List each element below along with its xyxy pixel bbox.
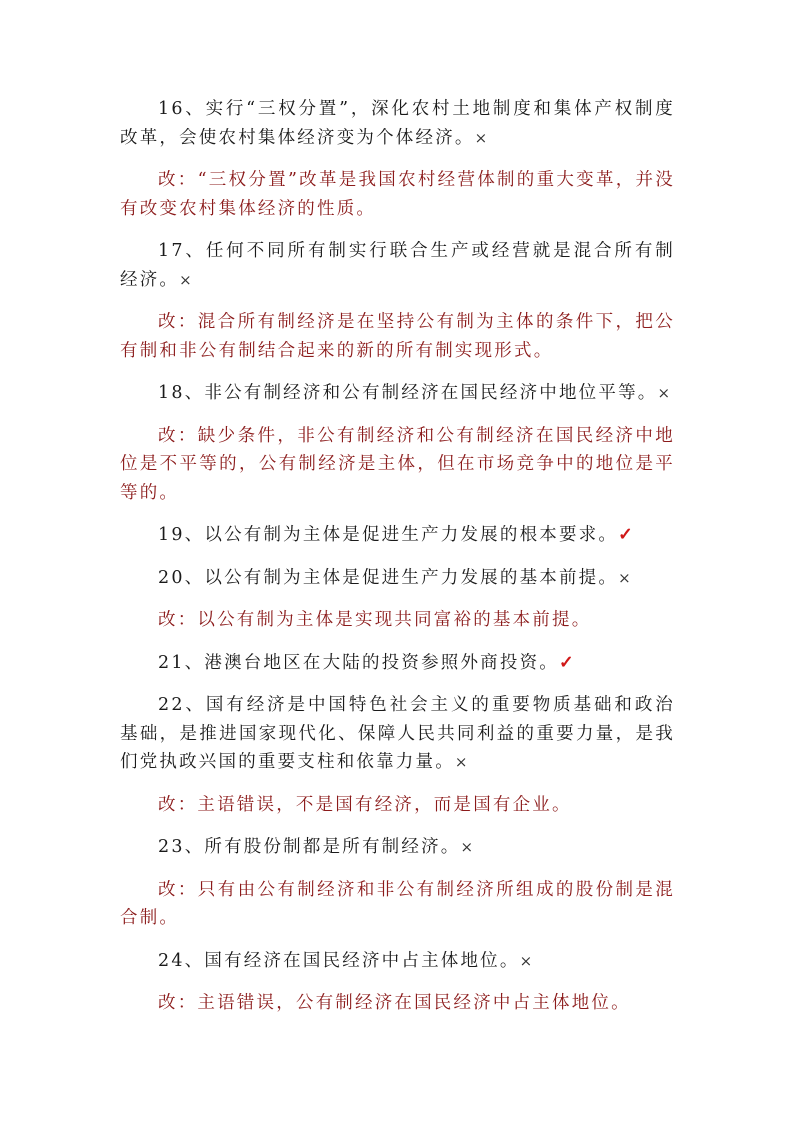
wrong-mark-icon: × [474,128,488,147]
question-text: 、国有经济在国民经济中占主体地位。 [184,950,520,971]
question-number: 23 [158,837,185,857]
correction-18: 改：缺少条件，非公有制经济和公有制经济在国民经济中地位是不平等的，公有制经济是主体，但在市场竞争中的地位是平等的。 [120,425,675,503]
correction-23: 改：只有由公有制经济和非公有制经济所组成的股份制是混合制。 [120,879,675,928]
wrong-mark-icon: × [179,270,192,289]
question-number: 17 [158,241,185,261]
wrong-mark-icon: × [454,753,468,771]
question-text: 、以公有制为主体是促进生产力发展的基本前提。 [184,567,619,588]
question-text: 、以公有制为主体是促进生产力发展的根本要求。 [184,525,619,545]
question-number: 16 [158,99,185,119]
check-mark-icon: ✓ [558,652,574,673]
question-text: 、港澳台地区在大陆的投资参照外商投资。 [184,652,559,673]
question-number: 24 [158,950,185,971]
correction-22: 改：主语错误，不是国有经济，而是国有企业。 [158,794,572,815]
wrong-mark-icon: × [657,384,671,402]
question-text: 、国有经济是中国特色社会主义的重要物质基础和政治基础，是推进国家现代化、保障人民共同利益的重要力量，是我们党执政兴国的重要支柱和依靠力量。 [120,695,675,772]
question-24 [120,947,675,976]
document-page [120,95,675,1018]
question-number: 18 [158,383,185,403]
wrong-mark-icon: × [460,838,474,856]
question-number: 19 [158,525,185,545]
check-mark-icon: ✓ [618,525,633,545]
question-23 [120,833,675,862]
question-text: 、所有股份制都是所有制经济。 [184,837,461,857]
question-number: 21 [158,652,185,673]
question-text: 、任何不同所有制实行联合生产或经营就是混合所有制经济。 [120,241,675,290]
question-20 [120,564,675,593]
correction-24: 改：主语错误，公有制经济在国民经济中占主体地位。 [158,993,631,1013]
correction-16: 改：“三权分置”改革是我国农村经营体制的重大变革，并没有改变农村集体经济的性质。 [120,170,675,219]
question-18 [120,379,675,408]
wrong-mark-icon: × [519,951,533,970]
question-number: 22 [158,695,185,715]
wrong-mark-icon: × [618,568,631,587]
question-21 [120,649,675,678]
question-16 [120,95,675,152]
correction-17: 改：混合所有制经济是在坚持公有制为主体的条件下，把公有制和非公有制结合起来的新的所有制实现形式。 [120,312,675,361]
correction-20: 改：以公有制为主体是实现共同富裕的基本前提。 [158,610,592,630]
question-19 [120,521,675,550]
question-17 [120,237,675,294]
question-text: 、实行“三权分置”，深化农村土地制度和集体产权制度改革，会使农村集体经济变为个体经济。 [120,99,675,148]
question-text: 、非公有制经济和公有制经济在国民经济中地位平等。 [184,383,658,403]
question-22 [120,691,675,777]
question-number: 20 [158,567,185,588]
